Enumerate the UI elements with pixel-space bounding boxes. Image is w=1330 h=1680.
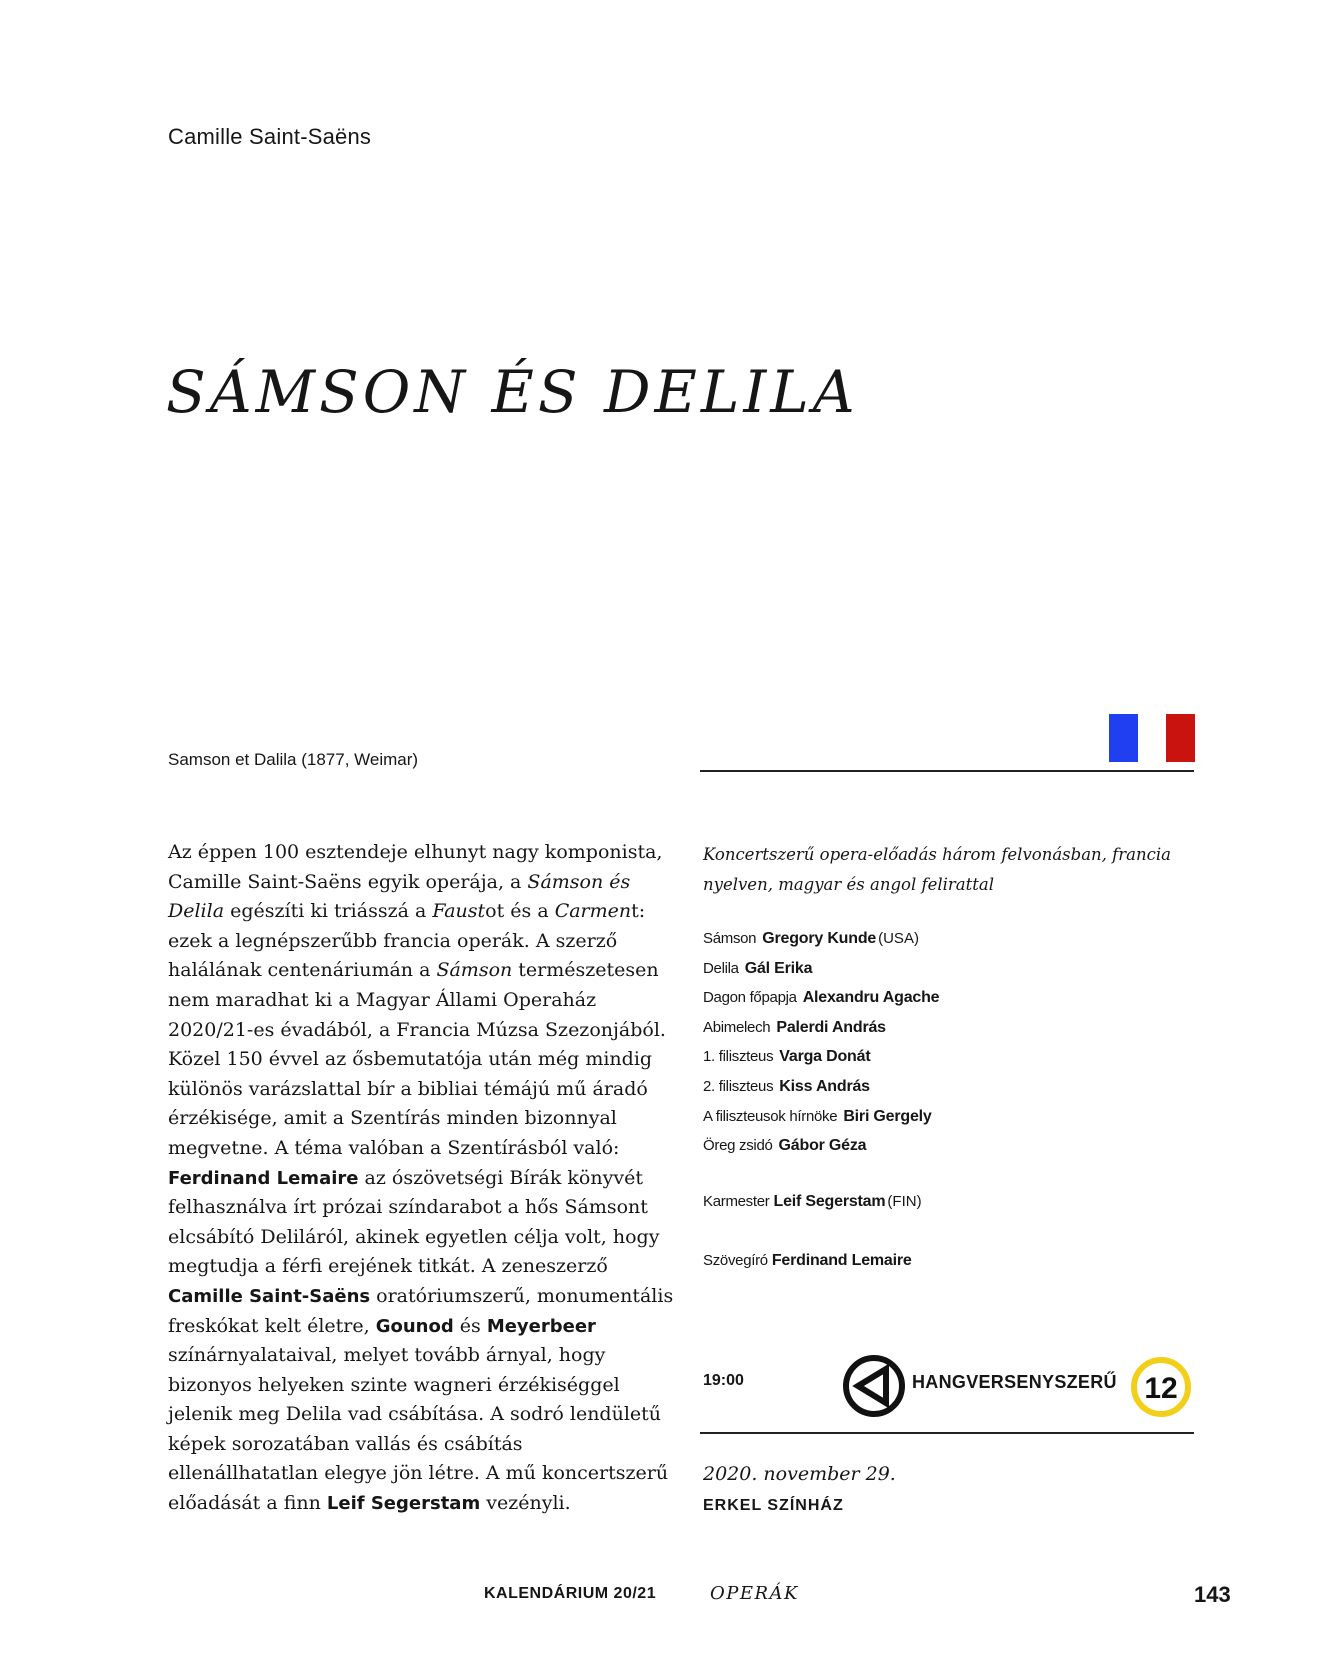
footer-section: OPERÁK (710, 1583, 800, 1604)
cast-list (703, 924, 941, 1161)
librettist-credit: Szövegíró Ferdinand Lemaire (703, 1252, 912, 1269)
flag-blue-stripe (1109, 714, 1138, 762)
event-venue: ERKEL SZÍNHÁZ (703, 1497, 844, 1514)
cast-row: Sámson Gregory Kunde (USA) (703, 930, 919, 947)
highlight-name: Gounod (375, 1315, 454, 1337)
cast-row: Abimelech Palerdi András (703, 1018, 886, 1036)
highlight-name: Meyerbeer (486, 1315, 596, 1337)
divider-top (700, 770, 1194, 772)
age-rating-number: 12 (1144, 1372, 1178, 1405)
work-title-inline: Sámson és Delila (168, 870, 631, 923)
cast-row: 1. filiszteus Varga Donát (703, 1048, 871, 1066)
cast-row: Öreg zsidó Gábor Géza (703, 1137, 867, 1155)
highlight-name: Camille Saint-Saëns (168, 1285, 371, 1307)
highlight-name: Leif Segerstam (326, 1493, 481, 1515)
event-time: 19:00 (703, 1372, 744, 1389)
conductor-credit: Karmester Leif Segerstam (FIN) (703, 1193, 922, 1210)
flag-red-stripe (1166, 714, 1195, 762)
performance-note: Koncertszerű opera-előadás három felvonásban, francia nyelven, magyar és angol felirattal (703, 845, 1171, 894)
age-rating-circle-icon (1130, 1356, 1192, 1418)
event-date: 2020. november 29. (703, 1463, 896, 1485)
cast-row: 2. filiszteus Kiss András (703, 1077, 870, 1095)
original-title: Samson et Dalila (1877, Weimar) (168, 750, 419, 769)
divider-bottom (700, 1432, 1194, 1434)
concert-label: HANGVERSENYSZERŰ (912, 1372, 1117, 1392)
description-text: Az éppen 100 esztendeje elhunyt nagy komponista, Camille Saint-Saëns egyik operája, a Sámson és Delila egészíti ki triásszá a Faustot és a Carment: ezek a legnépszerűbb francia operák. A szerző halálának centenáriumán a Sámson természetesen nem maradhat ki a Magyar Állami Operaház 2020/21-es évadából, a Francia Múzsa Szezonjából. Közel 150 évvel az ősbemutatója után még mindig különös varázslattal bír a bibliai témájú mű áradó érzékisége, amit a Szentírás minden bizonnyal megvetne. A téma valóban a Szentírásból való: Ferdinand Lemaire az ószövetségi Bírák könyvét felhasználva írt prózai színdarabot a hős Sámsont elcsábító Deliláról, akinek egyetlen célja volt, hogy megtudja a férfi erejének titkát. A zeneszerző Camille Saint-Saëns oratóriumszerű, monumentális freskókat kelt életre, Gounod és Meyerbeer színárnyalataival, melyet tovább árnyal, hogy bizonyos helyeken szinte wagneri érzékiséggel jelenik meg Delila vad csábítása. A sodró lendületű képek sorozatában vallás és csábítás ellenállhatatlan elegye jön létre. A mű koncertszerű előadását a finn Leif Segerstam vezényli. (168, 841, 674, 1515)
page-number: 143 (1194, 1582, 1231, 1607)
composer-name: Camille Saint-Saëns (168, 124, 372, 149)
footer-calendar: KALENDÁRIUM 20/21 (484, 1585, 657, 1602)
cast-row: Delila Gál Erika (703, 959, 813, 977)
highlight-name: Ferdinand Lemaire (168, 1167, 359, 1189)
cast-row: Dagon főpapja Alexandru Agache (703, 989, 940, 1007)
opera-title: SÁMSON ÉS DELILA (166, 358, 859, 426)
cast-row: A filiszteusok hírnöke Biri Gergely (703, 1107, 932, 1125)
play-triangle-circle-icon (842, 1354, 906, 1418)
